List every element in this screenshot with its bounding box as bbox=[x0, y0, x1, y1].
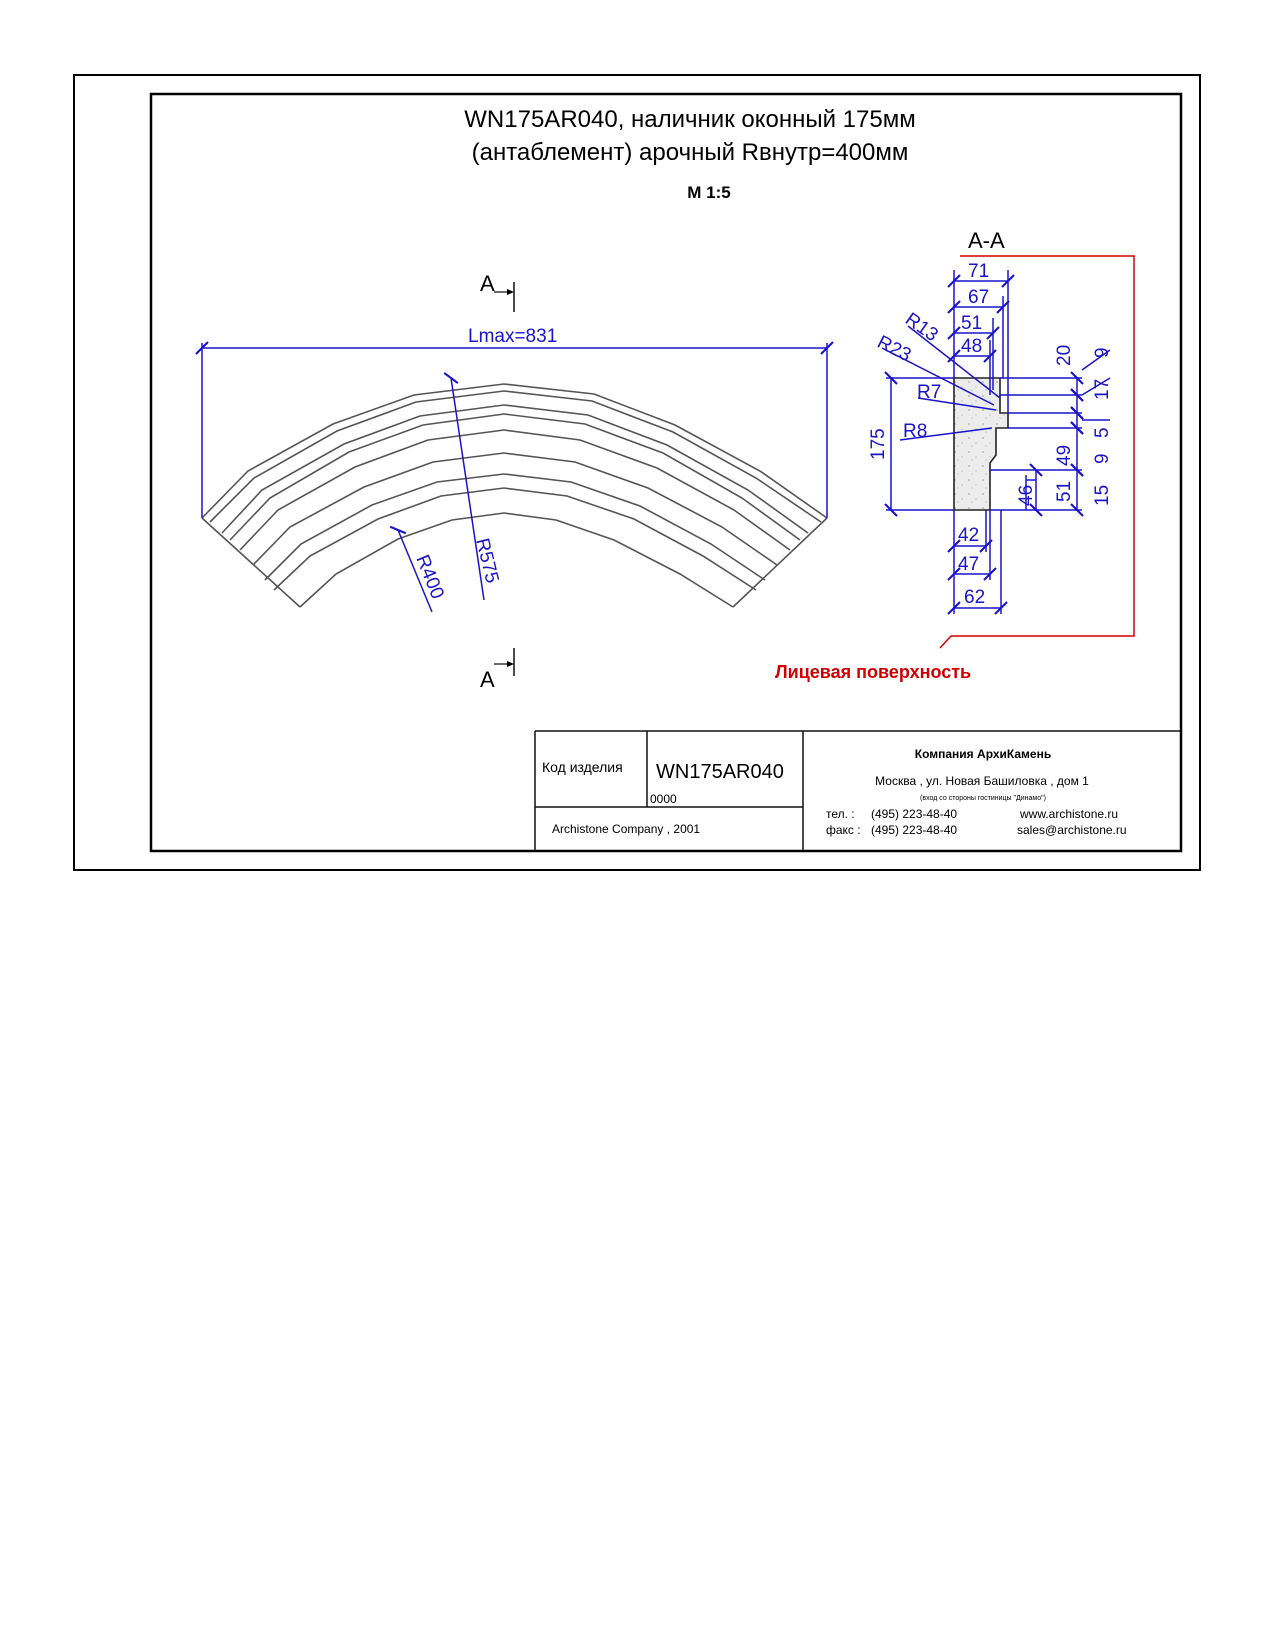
width-48: 48 bbox=[961, 336, 983, 357]
code-value: WN175AR040 bbox=[656, 761, 784, 783]
address-note: (вход со стороны гостиницы "Динамо") bbox=[920, 795, 1046, 802]
dim-17: 17 bbox=[1092, 378, 1113, 400]
section-mark-top-label: A bbox=[480, 271, 495, 296]
dim-9-top: 9 bbox=[1092, 347, 1113, 358]
company-address: Москва , ул. Новая Башиловка , дом 1 bbox=[875, 774, 1089, 788]
dim-15: 15 bbox=[1092, 484, 1113, 506]
fax-value: (495) 223-48-40 bbox=[871, 823, 958, 837]
width-67: 67 bbox=[968, 287, 990, 308]
dim-51: 51 bbox=[1054, 480, 1075, 502]
radius-r8: R8 bbox=[903, 421, 928, 442]
title-line-1: WN175AR040, наличник оконный 175мм bbox=[464, 106, 916, 133]
title-line-2: (антаблемент) арочный Rвнутр=400мм bbox=[471, 139, 909, 166]
length-dimension bbox=[202, 343, 827, 518]
section-title: A-A bbox=[968, 228, 1005, 253]
length-label: Lmax=831 bbox=[468, 326, 558, 347]
email-link[interactable]: sales@archistone.ru bbox=[1017, 823, 1127, 837]
dim-9-mid: 9 bbox=[1092, 453, 1113, 464]
radius-r7: R7 bbox=[917, 382, 942, 403]
dim-20: 20 bbox=[1054, 344, 1075, 366]
width-62: 62 bbox=[964, 587, 986, 608]
dim-49: 49 bbox=[1054, 444, 1075, 466]
tel-label: тел. : bbox=[826, 807, 855, 821]
face-label: Лицевая поверхность bbox=[775, 662, 972, 682]
radius-r23: R23 bbox=[873, 331, 915, 367]
arch-elevation bbox=[202, 384, 827, 607]
width-71: 71 bbox=[968, 261, 990, 282]
dim-5: 5 bbox=[1092, 427, 1113, 438]
width-51: 51 bbox=[961, 313, 983, 334]
section-mark-bottom-label: A bbox=[480, 667, 495, 692]
code-sub: 0000 bbox=[650, 792, 677, 806]
company-name: Компания АрхиКамень bbox=[914, 747, 1052, 761]
width-42: 42 bbox=[958, 525, 980, 546]
radius-inner-label: R400 bbox=[411, 552, 448, 602]
radius-outer-label: R575 bbox=[471, 536, 503, 586]
dim-46: 46 bbox=[1016, 484, 1037, 506]
scale-label: М 1:5 bbox=[687, 183, 731, 202]
code-label: Код изделия bbox=[542, 759, 623, 775]
copyright: Archistone Company , 2001 bbox=[552, 822, 701, 836]
radius-r13: R13 bbox=[901, 308, 942, 347]
section-marker-top bbox=[494, 282, 514, 312]
tel-value: (495) 223-48-40 bbox=[871, 807, 958, 821]
section-marker-bottom bbox=[494, 648, 514, 676]
height-175: 175 bbox=[868, 428, 889, 460]
fax-label: факс : bbox=[826, 823, 861, 837]
width-47: 47 bbox=[958, 554, 980, 575]
website-link[interactable]: www.archistone.ru bbox=[1020, 807, 1119, 821]
